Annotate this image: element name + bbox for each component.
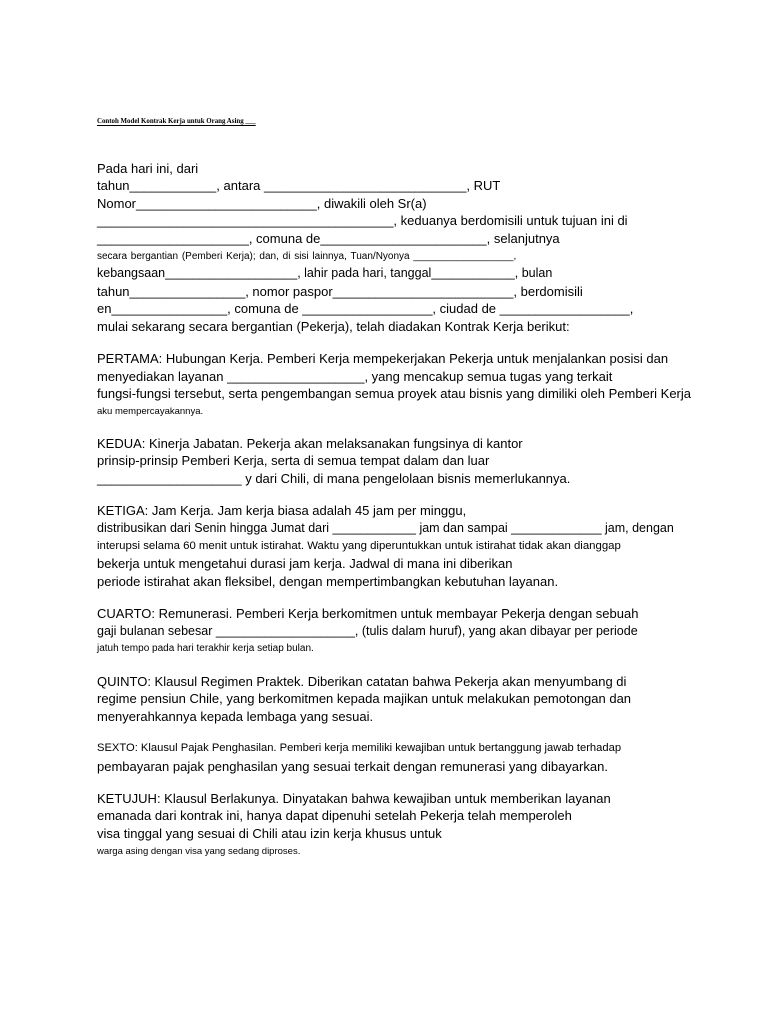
text-line: regime pensiun Chile, yang berkomitmen kepada majikan untuk melakukan pemotongan dan: [97, 691, 632, 706]
document-title: Contoh Model Kontrak Kerja untuk Orang Asing ___: [97, 118, 256, 125]
text-line: Pada hari ini, dari: [97, 161, 199, 176]
text-line: SEXTO: Klausul Pajak Penghasilan. Pemberi kerja memiliki kewajiban untuk bertanggung jawab terhadap: [97, 742, 622, 754]
text-line: KETIGA: Jam Kerja. Jam kerja biasa adalah 45 jam per minggu,: [97, 503, 467, 518]
text-line: periode istirahat akan fleksibel, dengan mempertimbangkan kebutuhan layanan.: [97, 574, 559, 589]
text-line: distribusikan dari Senin hingga Jumat dari ____________ jam dan sampai _____________ jam, dengan: [97, 521, 674, 535]
text-line: KETUJUH: Klausul Berlakunya. Dinyatakan bahwa kewajiban untuk memberikan layanan: [97, 791, 611, 806]
text-line: gaji bulanan sebesar ____________________, (tulis dalam huruf), yang akan dibayar per periode: [97, 624, 638, 638]
text-line: pembayaran pajak penghasilan yang sesuai terkait dengan remunerasi yang dibayarkan.: [97, 759, 608, 774]
text-line: secara bergantian (Pemberi Kerja); dan, di sisi lainnya, Tuan/Nyonya __________________,: [97, 251, 517, 262]
text-line: KEDUA: Kinerja Jabatan. Pekerja akan melaksanakan fungsinya di kantor: [97, 436, 523, 451]
text-line: warga asing dengan visa yang sedang diproses.: [97, 846, 301, 857]
text-line: kebangsaan___________________, lahir pada hari, tanggal____________, bulan: [97, 266, 553, 280]
text-line: _________________________________________, keduanya berdomisili untuk tujuan ini di: [97, 213, 628, 228]
text-line: ____________________ y dari Chili, di mana pengelolaan bisnis memerlukannya.: [97, 471, 571, 486]
text-line: menyediakan layanan ___________________, yang mencakup semua tugas yang terkait: [97, 369, 613, 384]
text-line: menyerahkannya kepada lembaga yang sesuai.: [97, 709, 374, 724]
text-line: PERTAMA: Hubungan Kerja. Pemberi Kerja mempekerjakan Pekerja untuk menjalankan posisi dan: [97, 351, 669, 366]
text-line: emanada dari kontrak ini, hanya dapat dipenuhi setelah Pekerja telah memperoleh: [97, 808, 572, 823]
text-line: en________________, comuna de __________________, ciudad de __________________,: [97, 301, 634, 316]
text-line: bekerja untuk mengetahui durasi jam kerja. Jadwal di mana ini diberikan: [97, 556, 513, 571]
text-line: fungsi-fungsi tersebut, serta pengembangan semua proyek atau bisnis yang dimiliki oleh Pemberi Kerja: [97, 386, 691, 401]
text-line: interupsi selama 60 menit untuk istirahat. Waktu yang diperuntukkan untuk istirahat tidak akan dianggap: [97, 540, 621, 552]
text-line: QUINTO: Klausul Regimen Praktek. Diberikan catatan bahwa Pekerja akan menyumbang di: [97, 674, 627, 689]
text-line: aku mempercayakannya.: [97, 406, 204, 417]
text-line: prinsip-prinsip Pemberi Kerja, serta di semua tempat dalam dan luar: [97, 453, 490, 468]
text-line: tahun____________, antara ____________________________, RUT: [97, 178, 501, 193]
text-line: CUARTO: Remunerasi. Pemberi Kerja berkomitmen untuk membayar Pekerja dengan sebuah: [97, 606, 639, 621]
text-line: visa tinggal yang sesuai di Chili atau izin kerja khusus untuk: [97, 826, 442, 841]
text-line: tahun________________, nomor paspor_________________________, berdomisili: [97, 284, 583, 299]
text-line: mulai sekarang secara bergantian (Pekerja), telah diadakan Kontrak Kerja berikut:: [97, 319, 570, 334]
text-line: _____________________, comuna de_______________________, selanjutnya: [97, 231, 560, 246]
text-line: Nomor_________________________, diwakili oleh Sr(a): [97, 196, 427, 211]
text-line: jatuh tempo pada hari terakhir kerja setiap bulan.: [97, 643, 314, 654]
